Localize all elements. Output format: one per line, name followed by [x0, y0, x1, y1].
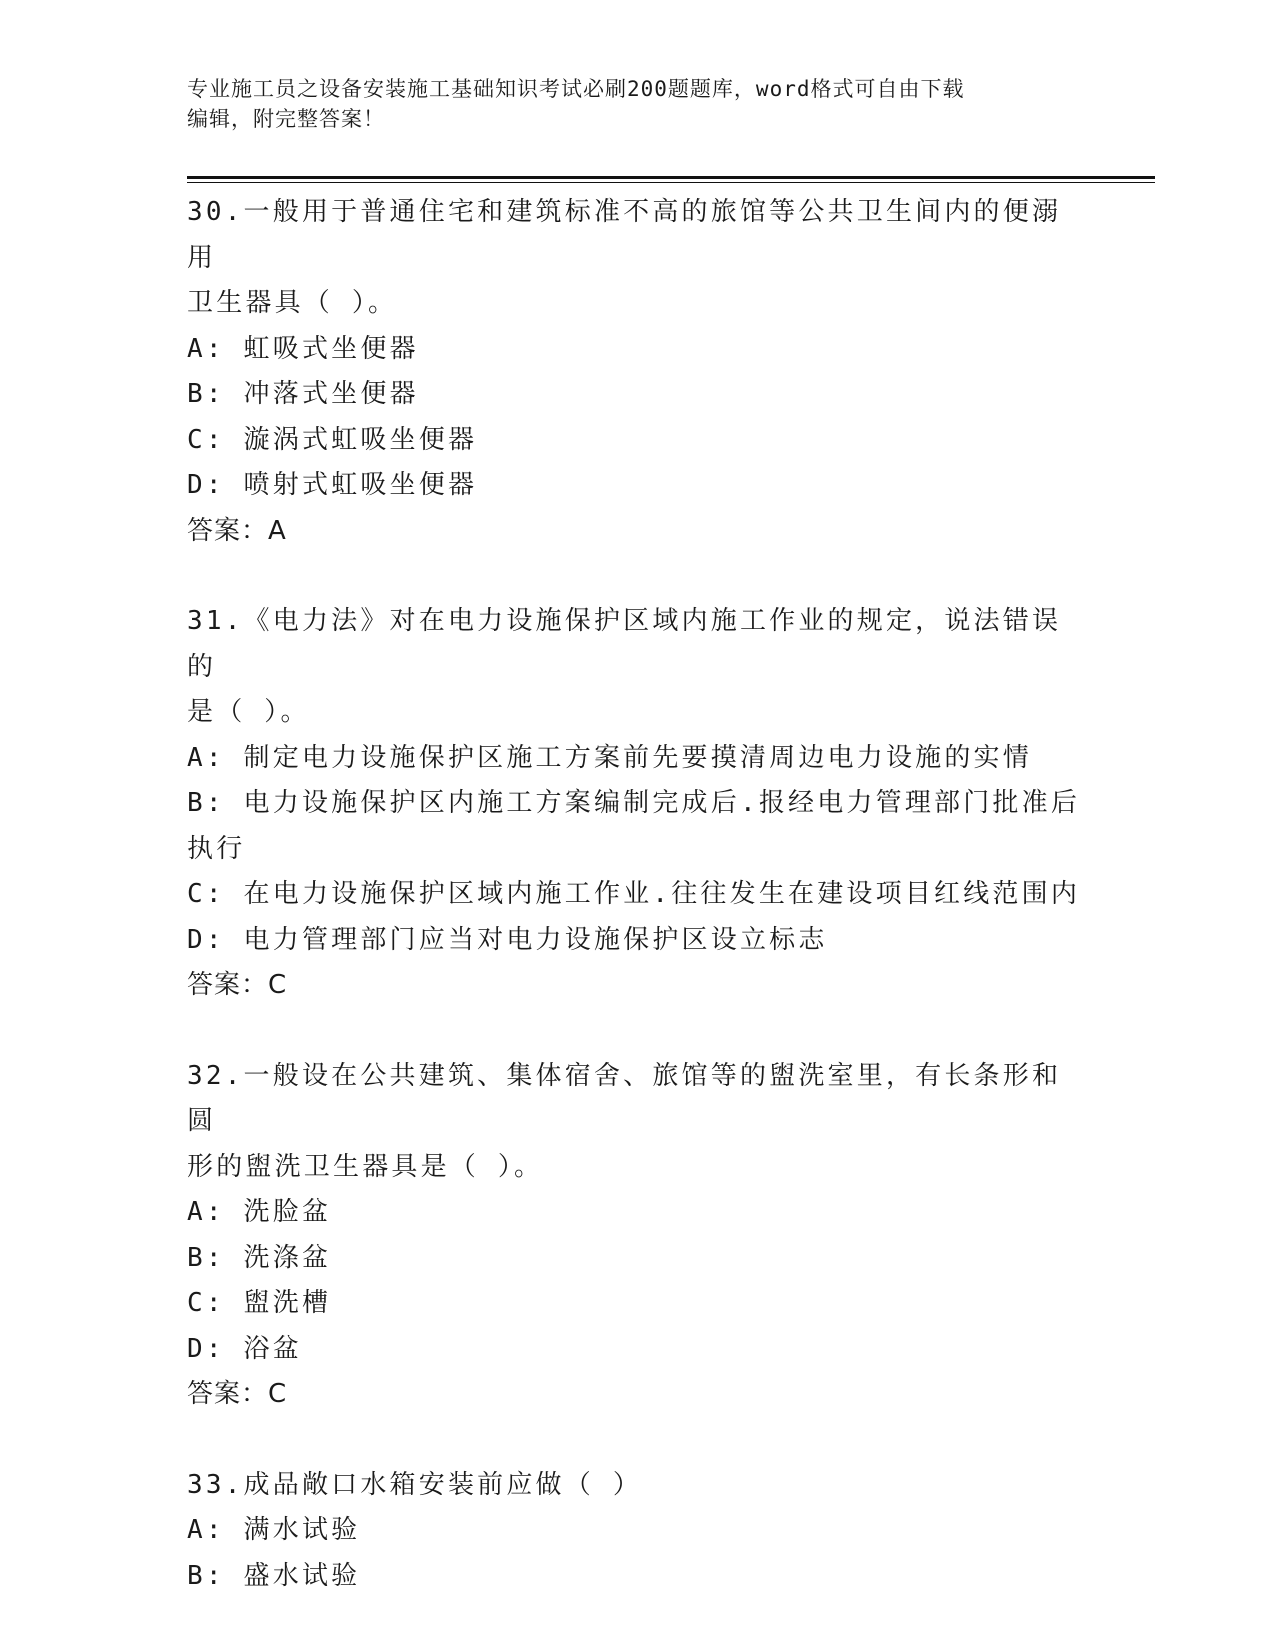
header-divider-thin — [187, 182, 1155, 183]
option-d: D: 电力管理部门应当对电力设施保护区设立标志 — [187, 924, 828, 955]
document-header — [187, 74, 1087, 134]
answer-label: 答案：C — [187, 1379, 288, 1409]
question-31 — [187, 599, 1087, 1009]
option-d: D: 喷射式虹吸坐便器 — [187, 470, 478, 500]
header-title-line-1: 专业施工员之设备安装施工基础知识考试必刷200题题库，word格式可自由下载 — [187, 77, 965, 101]
question-stem: 33.成品敞口水箱安装前应做（ ） — [187, 1469, 643, 1500]
option-a: A: 满水试验 — [187, 1515, 361, 1545]
question-stem-continued: 是（ ）。 — [187, 697, 310, 727]
option-c: C: 在电力设施保护区域内施工作业.往往发生在建设项目红线范围内 — [187, 879, 1081, 909]
option-b: B: 洗涤盆 — [187, 1242, 332, 1273]
question-stem-continued: 卫生器具（ ）。 — [187, 288, 398, 318]
option-c: C: 盥洗槽 — [187, 1288, 332, 1318]
answer-label: 答案：A — [187, 515, 287, 546]
option-b-continued: 执行 — [187, 833, 246, 864]
answer-label: 答案：C — [187, 970, 288, 1000]
question-stem-continued: 形的盥洗卫生器具是（ ）。 — [187, 1151, 544, 1182]
question-stem: 32.一般设在公共建筑、集体宿舍、旅馆等的盥洗室里，有长条形和圆 — [187, 1060, 1062, 1136]
option-a: A: 虹吸式坐便器 — [187, 333, 419, 364]
question-list — [187, 190, 1087, 1644]
header-divider-thick — [187, 176, 1155, 179]
option-b: B: 盛水试验 — [187, 1560, 361, 1591]
option-b: B: 电力设施保护区内施工方案编制完成后.报经电力管理部门批准后 — [187, 788, 1081, 818]
question-stem: 30.一般用于普通住宅和建筑标准不高的旅馆等公共卫生间内的便溺用 — [187, 197, 1062, 273]
question-30 — [187, 190, 1087, 554]
question-stem: 31.《电力法》对在电力设施保护区域内施工作业的规定，说法错误的 — [187, 606, 1062, 682]
question-33 — [187, 1463, 1087, 1600]
option-a: A: 制定电力设施保护区施工方案前先要摸清周边电力设施的实情 — [187, 742, 1032, 773]
option-d: D: 浴盆 — [187, 1333, 302, 1364]
header-title-line-2: 编辑，附完整答案！ — [187, 107, 385, 131]
option-a: A: 洗脸盆 — [187, 1197, 332, 1227]
option-b: B: 冲落式坐便器 — [187, 379, 419, 409]
question-32 — [187, 1054, 1087, 1418]
option-c: C: 漩涡式虹吸坐便器 — [187, 424, 478, 455]
